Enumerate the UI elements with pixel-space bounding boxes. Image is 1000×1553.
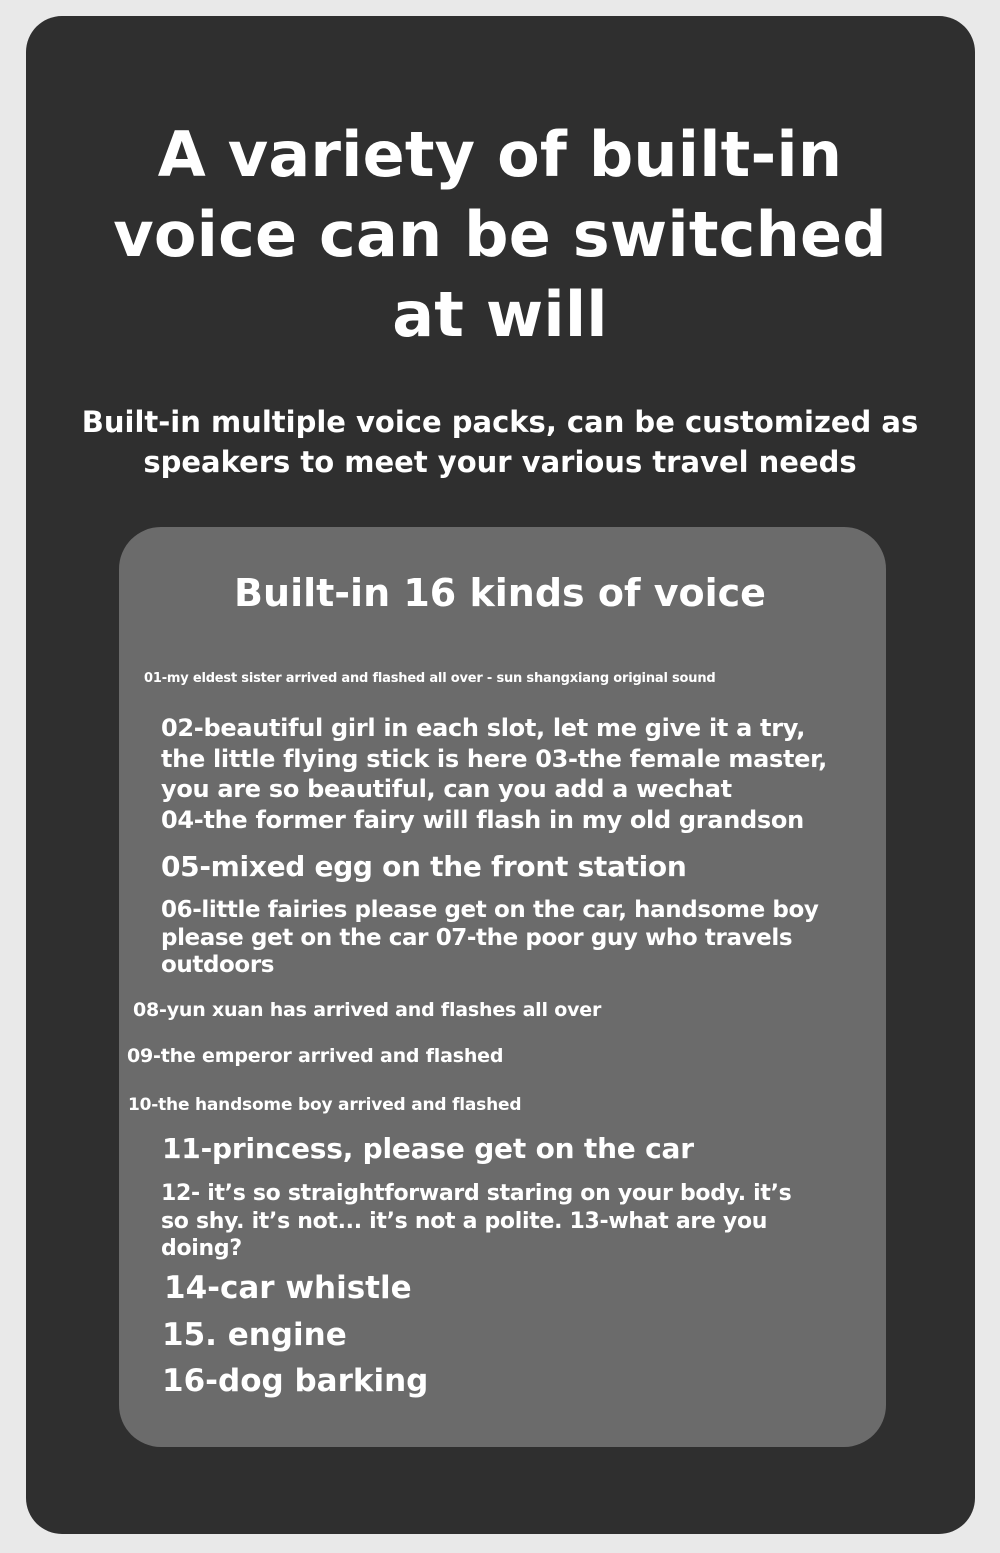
- voice-item-10: [128, 1092, 521, 1118]
- voice-item-line: 11-princess, please get on the car: [162, 1132, 694, 1165]
- voice-item-line: 04-the former fairy will flash in my old grandson: [161, 805, 804, 834]
- voice-item-line: 02-beautiful girl in each slot, let me give it a try,: [161, 714, 806, 742]
- voice-item-line: so shy. it’s not... it’s not a polite. 13-what are you: [161, 1208, 768, 1234]
- voice-item-16: [162, 1360, 428, 1402]
- voice-item-line: you are so beautiful, can you add a wechat: [161, 775, 732, 803]
- voice-item-11: [162, 1130, 694, 1168]
- headline: [0, 115, 1000, 355]
- subheadline: [0, 402, 1000, 482]
- panel-title: Built-in 16 kinds of voice: [234, 571, 766, 615]
- voice-item-line: doing?: [161, 1236, 242, 1261]
- subheadline-line: Built-in multiple voice packs, can be customized as: [81, 405, 919, 439]
- voice-item-line: the little flying stick is here 03-the female master,: [161, 744, 827, 773]
- headline-line: A variety of built-in: [157, 118, 843, 191]
- voice-item-line: 12- it’s so straightforward staring on your body. it’s: [161, 1181, 792, 1206]
- headline-line: at will: [392, 278, 608, 351]
- voice-item-02-04: [161, 713, 827, 835]
- headline-line: voice can be switched: [113, 198, 887, 271]
- subheadline-line: speakers to meet your various travel needs: [143, 445, 857, 479]
- voice-item-14: [164, 1268, 412, 1308]
- voice-item-12-13: [161, 1180, 791, 1263]
- voice-item-15: [162, 1315, 347, 1355]
- voice-item-line: 01-my eldest sister arrived and flashed all over - sun shangxiang original sound: [144, 671, 716, 686]
- voice-item-line: 09-the emperor arrived and flashed: [127, 1045, 504, 1067]
- voice-item-line: 08-yun xuan has arrived and flashes all over: [133, 999, 602, 1021]
- voice-item-line: 06-little fairies please get on the car, handsome boy: [161, 897, 819, 923]
- voice-item-line: 15. engine: [162, 1317, 347, 1353]
- voice-item-line: 05-mixed egg on the front station: [161, 850, 687, 883]
- voice-item-line: outdoors: [161, 952, 275, 978]
- voice-list-panel: [119, 527, 886, 1447]
- voice-item-line: please get on the car 07-the poor guy who travels: [161, 924, 793, 951]
- voice-item-09: [127, 1042, 503, 1070]
- voice-item-01: [144, 669, 716, 689]
- voice-item-08: [133, 996, 601, 1024]
- voice-item-05: [161, 849, 687, 885]
- voice-item-06-07: [161, 897, 818, 980]
- voice-item-line: 14-car whistle: [164, 1270, 412, 1306]
- voice-item-line: 10-the handsome boy arrived and flashed: [128, 1095, 522, 1115]
- voice-item-line: 16-dog barking: [162, 1363, 429, 1399]
